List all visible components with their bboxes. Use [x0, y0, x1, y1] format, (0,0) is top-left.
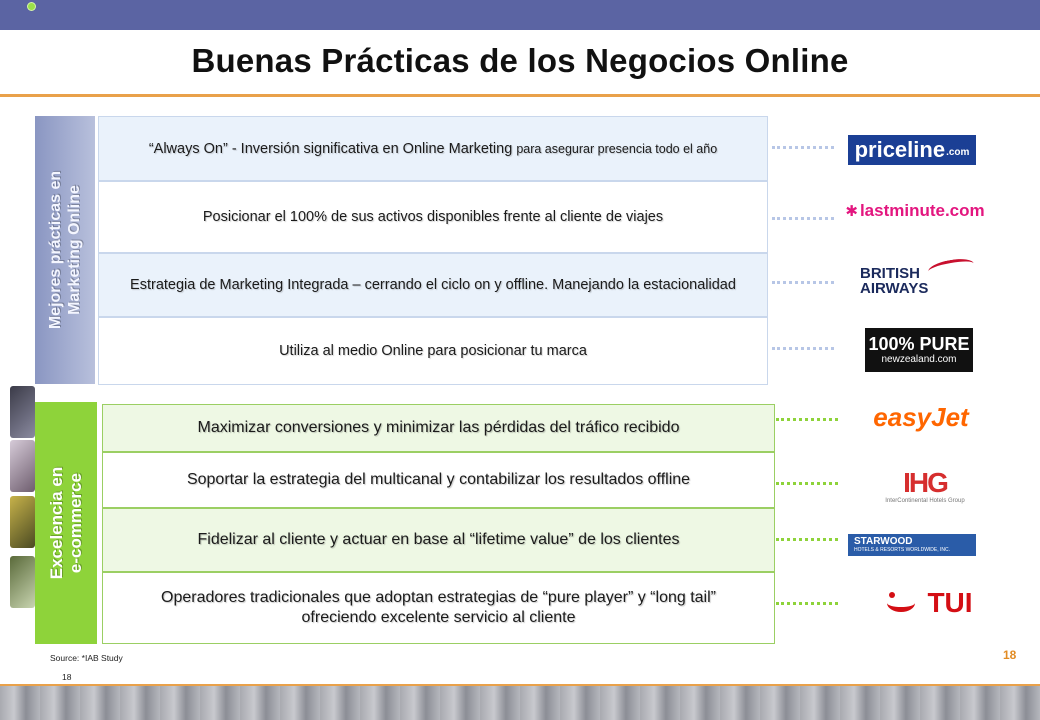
nz-logo-big: 100% PURE	[868, 334, 970, 354]
photo-thumbnail-2	[10, 440, 35, 492]
section2-row-2	[102, 452, 775, 508]
section1-side-label-panel	[35, 116, 95, 384]
title-divider	[0, 94, 1040, 97]
ba-logo-line2: AIRWAYS	[860, 280, 929, 297]
ihg-logo-sub: InterContinental Hotels Group	[885, 498, 965, 504]
priceline-logo	[848, 135, 976, 165]
photo-thumbnail-1	[10, 386, 35, 438]
newzealand-logo	[865, 328, 973, 372]
section2-row-1-text: Maximizar conversiones y minimizar las pérdidas del tráfico recibido	[197, 419, 680, 436]
section1-row-1-text: “Always On” - Inversión significativa en Online Marketing	[148, 140, 513, 157]
ihg-logo-mark: IHG	[903, 467, 947, 498]
top-bar	[0, 0, 1040, 30]
connector-dots	[772, 347, 834, 350]
priceline-logo-suffix: .com	[946, 146, 970, 158]
source-note: Source: *IAB Study	[50, 653, 123, 663]
section2-label-line1: Excelencia en	[47, 466, 66, 580]
british-airways-logo	[860, 258, 978, 304]
ba-logo-line1: BRITISH	[860, 265, 920, 282]
photo-thumbnail-3	[10, 496, 35, 548]
bullet-dot-icon	[28, 3, 35, 10]
slide-title: Buenas Prácticas de los Negocios Online	[191, 42, 849, 79]
tui-smile-icon	[887, 592, 917, 614]
connector-dots	[772, 281, 834, 284]
starwood-logo-text: STARWOOD	[854, 536, 913, 547]
section2-label-line2: e-commerce	[66, 472, 85, 574]
connector-dots	[772, 146, 834, 149]
tui-logo-text: TUI	[927, 587, 973, 618]
tui-logo	[880, 586, 980, 620]
easyjet-logo	[862, 400, 980, 434]
section2-row-4-text: Operadores tradicionales que adoptan estrategias de “pure player” y “long tail” ofreciendo excelente servicio al cliente	[161, 589, 716, 626]
section2-side-label-panel	[35, 402, 97, 644]
section2-row-4	[102, 572, 775, 644]
section2-row-2-text: Soportar la estrategia del multicanal y contabilizar los resultados offline	[186, 471, 691, 488]
section2-label	[47, 467, 85, 579]
starwood-logo-sub: HOTELS & RESORTS WORLDWIDE, INC.	[854, 547, 951, 553]
lastminute-logo	[845, 197, 985, 225]
footer-photo-strip	[0, 686, 1040, 720]
connector-dots	[772, 217, 834, 220]
photo-thumbnail-4	[10, 556, 35, 608]
section1-label	[46, 171, 84, 329]
section2-row-3	[102, 508, 775, 572]
section1-row-2	[98, 181, 768, 253]
page-number-small: 18	[62, 672, 72, 682]
connector-dots	[776, 538, 838, 541]
section1-row-2-text: Posicionar el 100% de sus activos disponibles frente al cliente de viajes	[202, 209, 664, 225]
starwood-logo	[848, 534, 976, 556]
page-number: 18	[1003, 648, 1017, 662]
section2-row-1	[102, 404, 775, 452]
easyjet-logo-text: easyJet	[873, 401, 969, 432]
star-icon: ✱	[845, 203, 858, 220]
connector-dots	[776, 482, 838, 485]
section1-row-3-text: Estrategia de Marketing Integrada – cerrando el ciclo on y offline. Manejando la estacionalidad	[130, 277, 736, 293]
nz-logo-small: newzealand.com	[881, 354, 957, 365]
ihg-logo	[882, 466, 968, 508]
ba-swoosh-icon	[927, 256, 975, 279]
section1-row-4-text: Utiliza al medio Online para posicionar tu marca	[279, 343, 587, 359]
section1-row-3	[98, 253, 768, 317]
priceline-logo-text: priceline	[854, 137, 946, 162]
section1-label-line2: Marketing Online	[66, 185, 83, 315]
section1-row-1	[98, 116, 768, 181]
section1-label-line1: Mejores prácticas en	[47, 170, 64, 330]
lastminute-logo-text: lastminute.com	[859, 201, 985, 220]
section2-row-3-text: Fidelizar al cliente y actuar en base al “lifetime value” de los clientes	[197, 531, 680, 548]
connector-dots	[776, 418, 838, 421]
section1-row-4	[98, 317, 768, 385]
section1-row-1-small-text: para asegurar presencia todo el año	[516, 141, 718, 156]
connector-dots	[776, 602, 838, 605]
